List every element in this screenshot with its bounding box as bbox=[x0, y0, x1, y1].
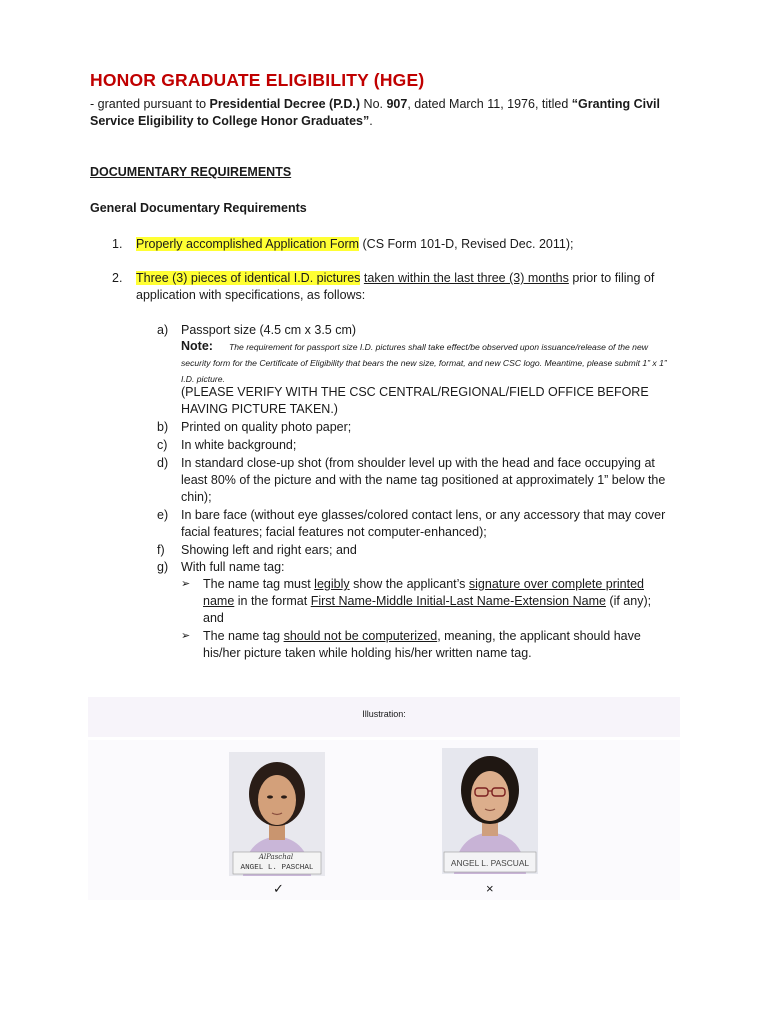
spec-letter: e) bbox=[157, 508, 169, 522]
illustration-label: Illustration: bbox=[362, 709, 406, 719]
underlined-text: signature over complete printed name bbox=[203, 577, 645, 608]
spec-letter: f) bbox=[157, 543, 165, 557]
bullet-text: show the applicant’s bbox=[349, 577, 469, 591]
arrow-bullet-icon: ➢ bbox=[181, 630, 191, 642]
intro-decree-title: “Granting Civil Service Eligibility to College Honor Graduates” bbox=[90, 97, 660, 128]
illustration-header bbox=[88, 697, 680, 737]
left-name-tag: ANGEL L. PASCHAL bbox=[240, 864, 314, 872]
spec-text: Passport size (4.5 cm x 3.5 cm) bbox=[181, 323, 357, 337]
bullet-text: The name tag must bbox=[203, 577, 315, 591]
check-mark-icon: ✓ bbox=[273, 881, 284, 896]
item-text: (CS Form 101-D, Revised Dec. 2011); bbox=[359, 237, 574, 251]
underlined-text: should not be computerized bbox=[283, 629, 438, 643]
bullet-text: , meaning, the applicant should have his/her picture taken while holding his/her written name tag. bbox=[203, 629, 641, 660]
bullet-text: in the format bbox=[234, 594, 311, 608]
note-text bbox=[181, 339, 673, 387]
item-number: 2. bbox=[112, 271, 123, 285]
intro-decree-number: 907 bbox=[386, 97, 408, 111]
right-name-tag: ANGEL L. PASCUAL bbox=[450, 858, 530, 868]
spec-letter: b) bbox=[157, 420, 169, 434]
arrow-bullet-icon: ➢ bbox=[181, 578, 191, 590]
intro-paragraph bbox=[90, 96, 690, 130]
highlighted-text: Three (3) pieces of identical I.D. pictures bbox=[136, 271, 361, 285]
spec-letter: a) bbox=[157, 323, 169, 337]
page-title: HONOR GRADUATE ELIGIBILITY (HGE) bbox=[90, 70, 425, 90]
intro-text: - granted pursuant to bbox=[90, 97, 210, 111]
spec-letter: g) bbox=[157, 560, 169, 574]
incorrect-photo-example bbox=[442, 748, 538, 874]
highlighted-text: Properly accomplished Application Form bbox=[136, 237, 360, 251]
note-body: The requirement for passport size I.D. pictures shall take effect/be observed upon issuance/release of the new security form for the Certificate of Eligibility that bears the new size, format, and new CSC logo. Meantime, please submit 1” x 1” I.D. picture. bbox=[181, 342, 667, 384]
intro-text: , dated March 11, 1976, titled bbox=[407, 97, 572, 111]
note-label: Note: bbox=[181, 339, 213, 353]
spec-text: In bare face (without eye glasses/colored contact lens, or any accessory that may cover facial features; facial features not computer-enhanced); bbox=[181, 508, 666, 539]
item-number: 1. bbox=[112, 237, 123, 251]
intro-text: No. bbox=[360, 97, 387, 111]
bullet-text: (if any); and bbox=[203, 594, 652, 625]
spec-text: In standard close-up shot (from shoulder level up with the head and face occupying at least 80% of the picture and with the name tag positioned at approximately 1” below the chin); bbox=[181, 456, 666, 504]
intro-decree: Presidential Decree (P.D.) bbox=[209, 97, 361, 111]
spec-letter: c) bbox=[157, 438, 168, 452]
spec-text: Showing left and right ears; and bbox=[181, 543, 357, 557]
spec-text: With full name tag: bbox=[181, 560, 285, 574]
verify-notice: (PLEASE VERIFY WITH THE CSC CENTRAL/REGIONAL/FIELD OFFICE BEFORE HAVING PICTURE TAKEN.) bbox=[181, 385, 649, 416]
spec-text: In white background; bbox=[181, 438, 297, 452]
spec-letter: d) bbox=[157, 456, 169, 470]
illustration-panel bbox=[88, 740, 680, 900]
section-heading: DOCUMENTARY REQUIREMENTS bbox=[90, 165, 292, 179]
correct-photo-example bbox=[229, 752, 325, 876]
spec-text: Printed on quality photo paper; bbox=[181, 420, 352, 434]
underlined-text: First Name-Middle Initial-Last Name-Extension Name bbox=[310, 594, 606, 608]
subheading: General Documentary Requirements bbox=[90, 201, 307, 215]
item-text: prior to filing of application with specifications, as follows: bbox=[136, 271, 655, 302]
cross-mark-icon: × bbox=[486, 881, 494, 896]
underlined-text: taken within the last three (3) months bbox=[363, 271, 569, 285]
underlined-text: legibly bbox=[314, 577, 350, 591]
signature-on-tag: AlPaschal bbox=[258, 853, 294, 861]
intro-text: . bbox=[369, 114, 373, 128]
bullet-text: The name tag bbox=[203, 629, 284, 643]
